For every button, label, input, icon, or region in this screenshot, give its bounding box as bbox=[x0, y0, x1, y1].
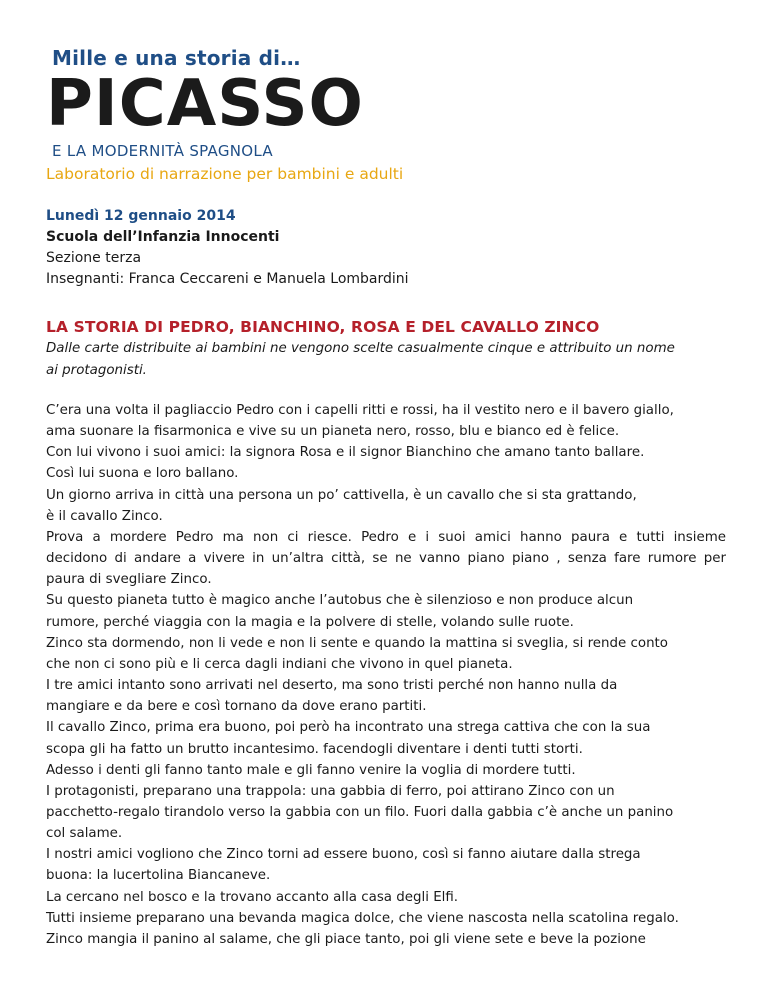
story-line: Un giorno arriva in città una persona un po’ cattivella, è un cavallo che si sta grattando, bbox=[46, 487, 637, 503]
story-line: I protagonisti, preparano una trappola: una gabbia di ferro, poi attirano Zinco con un bbox=[46, 783, 615, 799]
story-body bbox=[46, 400, 726, 950]
teachers: Insegnanti: Franca Ceccareni e Manuela Lombardini bbox=[46, 271, 409, 287]
intro-line: ai protagonisti. bbox=[46, 362, 147, 378]
story-line: Prova a mordere Pedro ma non ci riesce. Pedro e i suoi amici hanno paura e tutti insieme bbox=[46, 529, 726, 545]
story-line: paura di svegliare Zinco. bbox=[46, 572, 212, 588]
intro-line: Dalle carte distribuite ai bambini ne vengono scelte casualmente cinque e attribuito un nome bbox=[46, 341, 675, 356]
story-line: Con lui vivono i suoi amici: la signora Rosa e il signor Bianchino che amano tanto ballare. bbox=[46, 445, 645, 461]
story-line: Zinco mangia il panino al salame, che gli piace tanto, poi gli viene sete e beve la pozione bbox=[46, 931, 646, 947]
story-line: decidono di andare a vivere in un’altra città, se ne vanno piano piano , senza fare rumore per bbox=[46, 551, 726, 567]
main-title: PICASSO bbox=[46, 67, 364, 141]
story-title: LA STORIA DI PEDRO, BIANCHINO, ROSA E DEL CAVALLO ZINCO bbox=[46, 318, 600, 336]
story-line: buona: la lucertolina Biancaneve. bbox=[46, 868, 271, 884]
story-line: che non ci sono più e li cerca dagli indiani che vivono in quel pianeta. bbox=[46, 656, 513, 672]
story-line: I tre amici intanto sono arrivati nel deserto, ma sono tristi perché non hanno nulla da bbox=[46, 678, 618, 694]
story-line: Tutti insieme preparano una bevanda magica dolce, che viene nascosta nella scatolina regalo. bbox=[46, 910, 679, 926]
story-line: C’era una volta il pagliaccio Pedro con i capelli ritti e rossi, ha il vestito nero e il bavero giallo, bbox=[46, 403, 674, 418]
story-line: è il cavallo Zinco. bbox=[46, 508, 163, 524]
story-line: pacchetto-regalo tirandolo verso la gabbia con un filo. Fuori dalla gabbia c’è anche un panino bbox=[46, 804, 674, 820]
story-line: Il cavallo Zinco, prima era buono, poi però ha incontrato una strega cattiva che con la sua bbox=[46, 720, 651, 736]
story-line: Zinco sta dormendo, non li vede e non li sente e quando la mattina si sveglia, si rende conto bbox=[46, 635, 669, 651]
story-line: Adesso i denti gli fanno tanto male e gli fanno venire la voglia di mordere tutti. bbox=[46, 762, 576, 778]
series-heading: Mille e una storia di… bbox=[52, 46, 301, 70]
lab-description: Laboratorio di narrazione per bambini e adulti bbox=[46, 165, 404, 183]
story-line: Su questo pianeta tutto è magico anche l’autobus che è silenzioso e non produce alcun bbox=[46, 593, 634, 609]
story-line: I nostri amici vogliono che Zinco torni ad essere buono, così si fanno aiutare dalla strega bbox=[46, 847, 641, 863]
story-line: mangiare e da bere e così tornano da dove erano partiti. bbox=[46, 699, 427, 715]
date: Lunedì 12 gennaio 2014 bbox=[46, 208, 236, 224]
meta-block bbox=[46, 206, 409, 290]
story-line: scopa gli ha fatto un brutto incantesimo. facendogli diventare i denti tutti storti. bbox=[46, 741, 583, 757]
story-line: ama suonare la fisarmonica e vive su un pianeta nero, rosso, blu e bianco ed è felice. bbox=[46, 424, 620, 440]
story-line: col salame. bbox=[46, 826, 123, 842]
story-line: rumore, perché viaggia con la magia e la polvere di stelle, volando sulle ruote. bbox=[46, 614, 574, 630]
subtitle: E LA MODERNITÀ SPAGNOLA bbox=[52, 142, 273, 160]
story-line: Così lui suona e loro ballano. bbox=[46, 466, 239, 482]
section: Sezione terza bbox=[46, 250, 142, 266]
story-line: La cercano nel bosco e la trovano accanto alla casa degli Elfi. bbox=[46, 889, 459, 905]
story-intro bbox=[46, 338, 726, 381]
school-name: Scuola dell’Infanzia Innocenti bbox=[46, 229, 280, 245]
